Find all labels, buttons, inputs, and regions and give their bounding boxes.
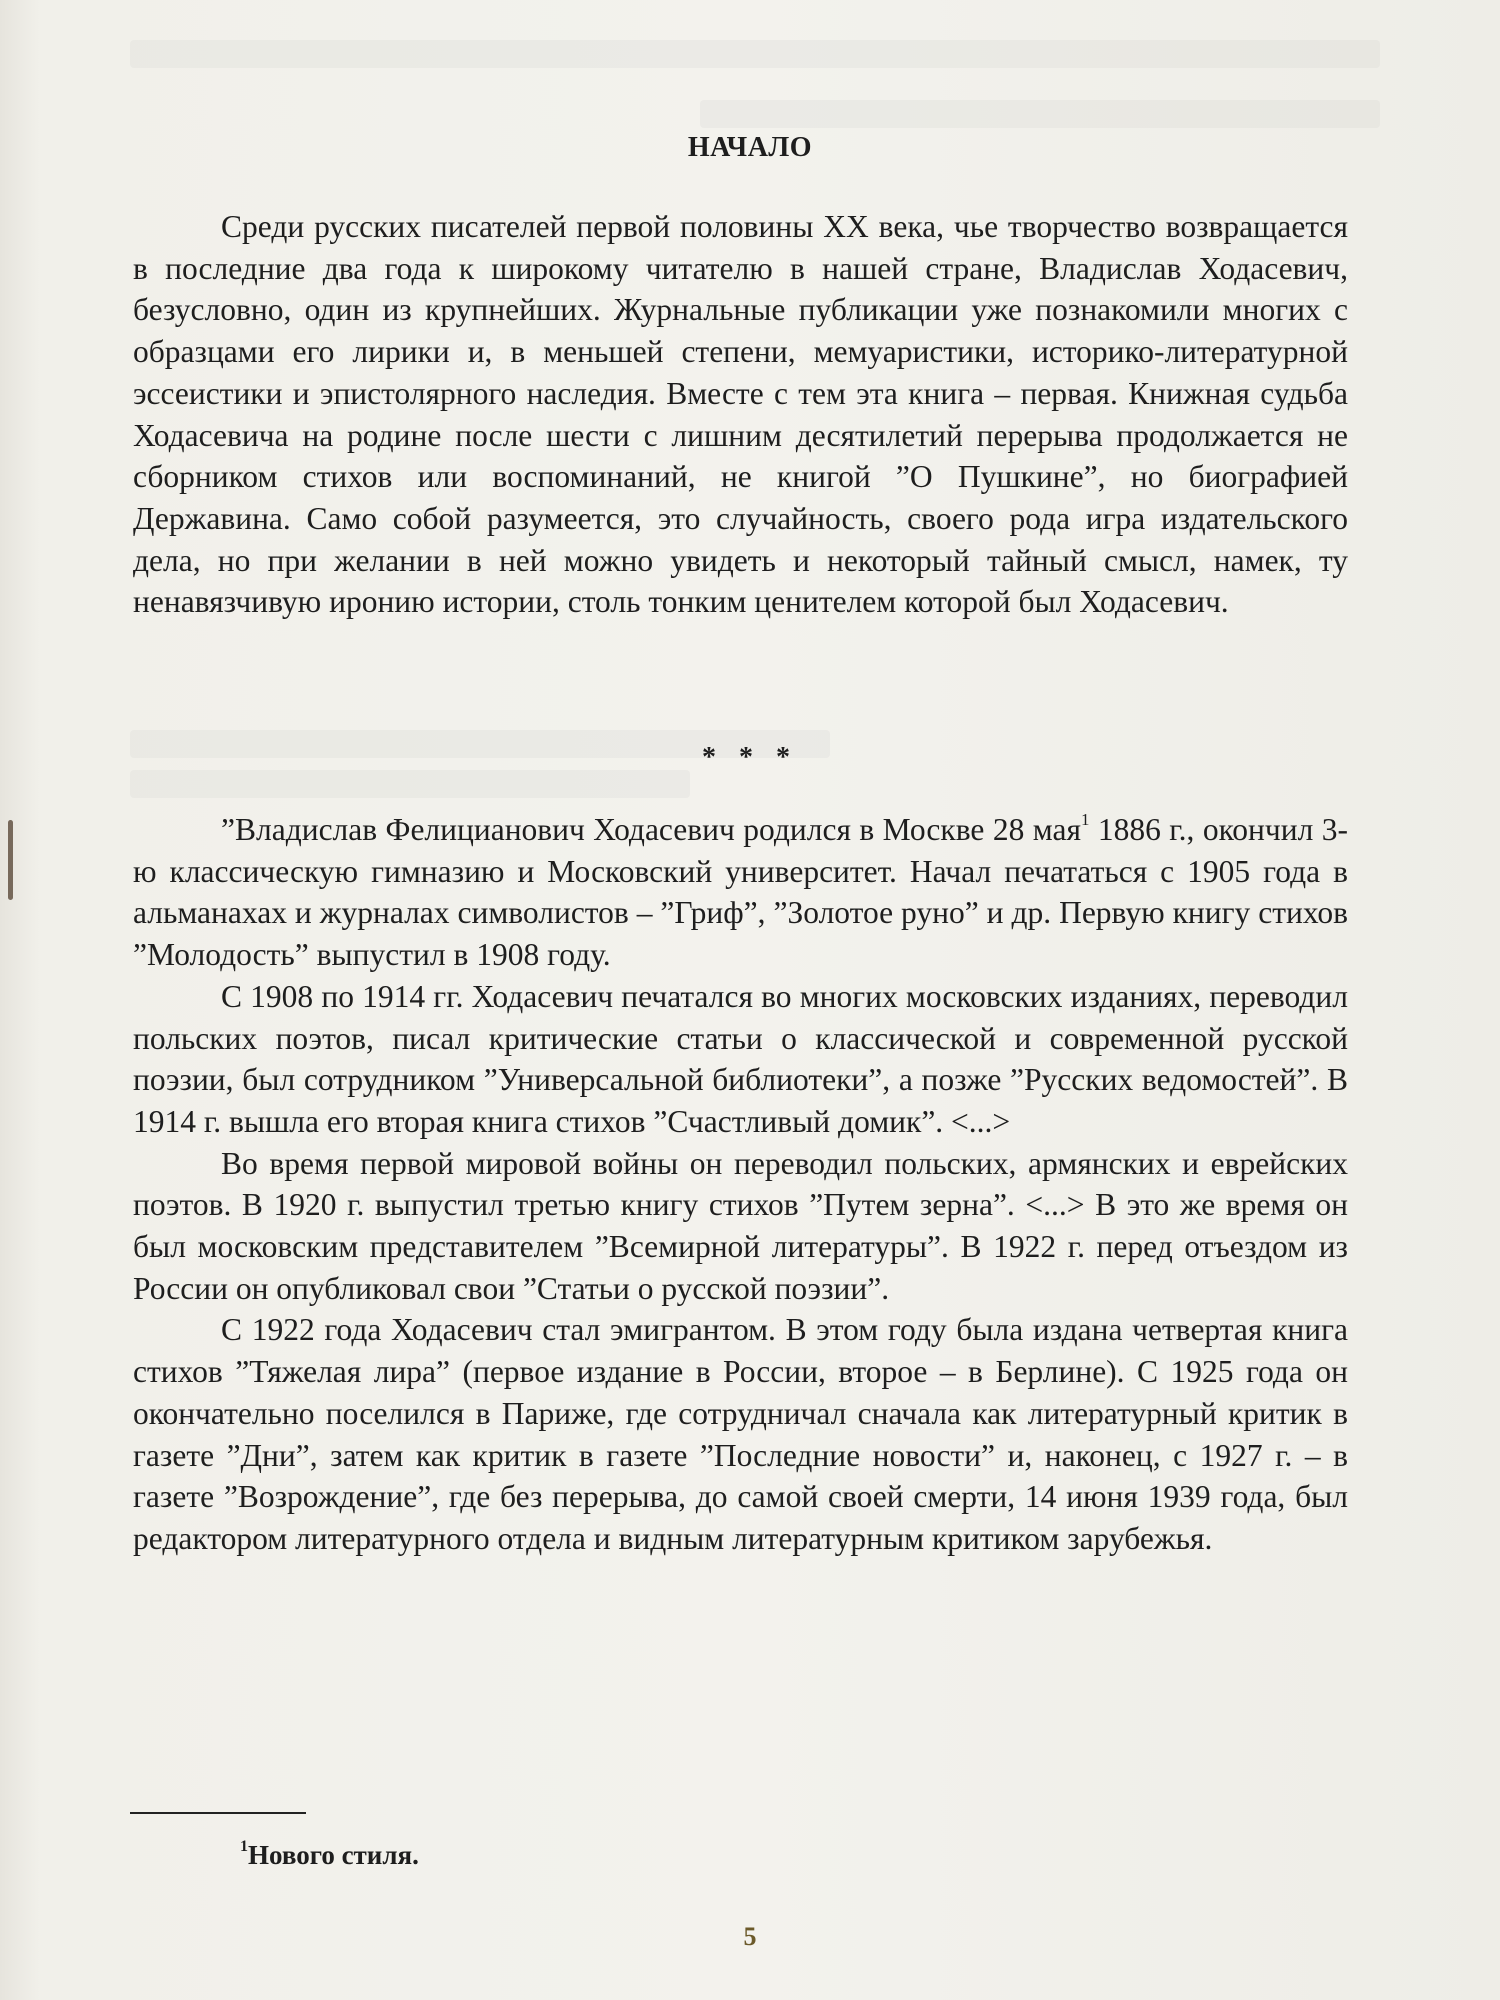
footnote-divider <box>130 1812 306 1814</box>
page-number: 5 <box>743 1922 757 1951</box>
section-separator: * * * <box>702 742 798 773</box>
biography-quote <box>133 809 1348 1560</box>
footnote-reference: 1 <box>1080 810 1090 829</box>
bleed-through-line <box>700 100 1380 128</box>
bio-p1-end: 1886 г., окончил 3-ю классическую гимназию и Московский университет. Начал печататься с 1905 года в альманахах и журналах символистов – ”Гриф”, ”Золотое руно” и др. Первую книгу стихов ”Молодость” выпустил в 1908 году. <box>133 812 1348 973</box>
bio-paragraph-3: Во время первой мировой войны он переводил польских, армянских и еврейских поэтов. В 1920 г. выпустил третью книгу стихов ”Путем зерна”. <...> В это же время он был московским представителем ”Всемирной литературы”. В 1922 г. перед отъездом из России он опубликовал свои ”Статьи о русской поэзии”. <box>133 1145 1348 1306</box>
footnote-mark: 1 <box>240 1838 248 1855</box>
footnote-text: Нового стиля. <box>248 1840 419 1870</box>
intro-text <box>133 206 1348 623</box>
chapter-title: НАЧАЛО <box>687 132 813 163</box>
bio-paragraph-2: С 1908 по 1914 гг. Ходасевич печатался во многих московских изданиях, переводил польских поэтов, писал критические статьи о классической и современной русской поэзии, был сотрудником ”Универсальной библиотеки”, а позже ”Русских ведомостей”. В 1914 г. вышла его вторая книга стихов ”Счастливый домик”. <...> <box>133 978 1348 1139</box>
intro-paragraph: Среди русских писателей первой половины XX века, чье творчество возвращается в последние два года к широкому читателю в нашей стране, Владислав Ходасевич, безусловно, один из крупнейших. Журнальные публикации уже познакомили многих с образцами его лирики и, в меньшей степени, мемуаристики, историко-литературной эссеистики и эпистолярного наследия. Вместе с тем эта книга – первая. Книжная судьба Ходасевича на родине после шести с лишним десятилетий перерыва продолжается не сборником стихов или воспоминаний, не книгой ”О Пушкине”, но биографией Державина. Само собой разумеется, это случайность, своего рода игра издательского дела, но при желании в ней можно увидеть и некоторый тайный смысл, намек, ту ненавязчивую иронию истории, столь тонким ценителем которой был Ходасевич. <box>133 209 1348 620</box>
bio-p1-start: ”Владислав Фелицианович Ходасевич родился в Москве 28 мая <box>221 812 1081 847</box>
bleed-through-line <box>130 770 690 798</box>
bio-paragraph-4: С 1922 года Ходасевич стал эмигрантом. В этом году была издана четвертая книга стихов ”Тяжелая лира” (первое издание в России, второе – в Берлине). С 1925 года он окончательно поселился в Париже, где сотрудничал сначала как литературный критик в газете ”Дни”, затем как критик в газете ”Последние новости” и, наконец, с 1927 г. – в газете ”Возрождение”, где без перерыва, до самой своей смерти, 14 июня 1939 года, был редактором литературного отдела и видным литературным критиком зарубежья. <box>133 1312 1348 1556</box>
footnote <box>240 1840 419 1871</box>
bleed-through-line <box>130 40 1380 68</box>
page-edge-mark <box>8 820 13 900</box>
bio-paragraph-1 <box>133 809 1348 976</box>
